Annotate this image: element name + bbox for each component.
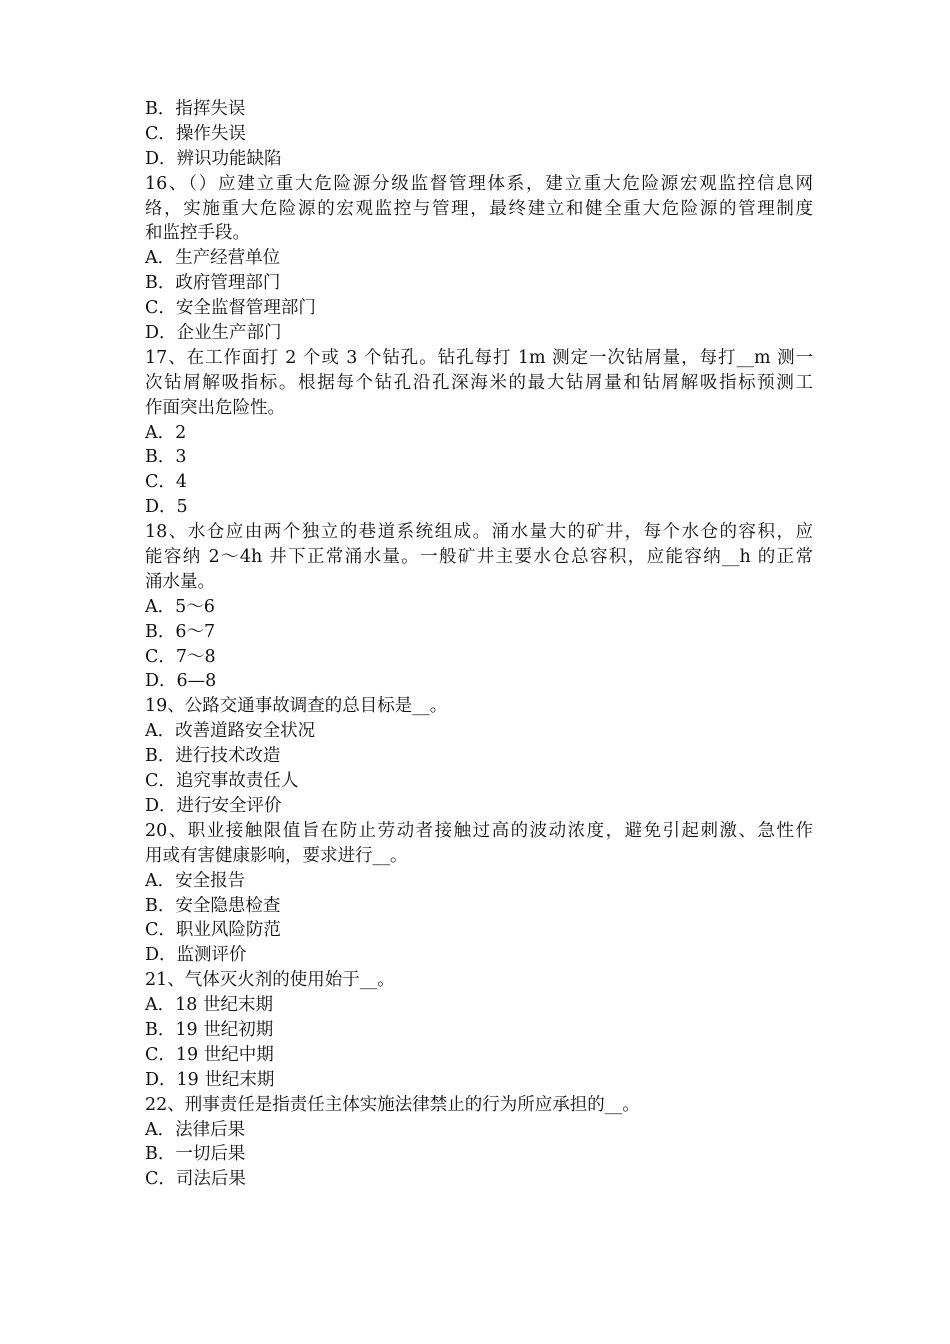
option-text: A．生产经营单位 <box>145 248 281 269</box>
answer-option <box>145 943 813 968</box>
question-text-line: 和监控手段。 <box>145 223 250 244</box>
option-text: B．安全隐患检查 <box>145 895 281 916</box>
option-text: C．追究事故责任人 <box>145 771 299 792</box>
answer-option <box>145 1167 813 1192</box>
answer-option <box>145 869 813 894</box>
answer-option <box>145 271 813 296</box>
question-stem <box>145 694 813 719</box>
option-text: D．进行安全评价 <box>145 795 282 816</box>
question-text-line: 18、水仓应由两个独立的巷道系统组成。涌水量大的矿井，每个水仓的容积，应 <box>145 522 813 543</box>
question-text-line: 涌水量。 <box>145 571 215 592</box>
answer-option <box>145 147 813 172</box>
answer-option <box>145 445 813 470</box>
answer-option <box>145 495 813 520</box>
question-text-line: 次钻屑解吸指标。根据每个钻孔沿孔深海米的最大钻屑量和钻屑解吸指标预测工 <box>145 372 813 393</box>
option-text: B．政府管理部门 <box>145 273 281 294</box>
answer-option <box>145 595 813 620</box>
answer-option <box>145 1068 813 1093</box>
answer-option <box>145 321 813 346</box>
option-text: C．19 世纪中期 <box>145 1044 274 1065</box>
option-text: D．企业生产部门 <box>145 323 282 344</box>
option-text: B．6～7 <box>145 621 216 642</box>
answer-option <box>145 296 813 321</box>
option-text: B．一切后果 <box>145 1144 246 1165</box>
question-text-line: 22、刑事责任是指责任主体实施法律禁止的行为所应承担的__。 <box>145 1094 640 1115</box>
answer-option <box>145 1142 813 1167</box>
answer-option <box>145 769 813 794</box>
option-text: C．司法后果 <box>145 1169 246 1190</box>
option-text: A．安全报告 <box>145 870 246 891</box>
option-text: A．改善道路安全状况 <box>145 721 316 742</box>
option-text: D．辨识功能缺陷 <box>145 148 282 169</box>
answer-option <box>145 470 813 495</box>
option-text: B．3 <box>145 447 187 468</box>
question-stem <box>145 172 813 247</box>
question-stem <box>145 968 813 993</box>
question-stem <box>145 346 813 421</box>
question-text-line: 21、气体灭火剂的使用始于__。 <box>145 970 395 991</box>
option-text: D．19 世纪末期 <box>145 1069 275 1090</box>
question-text-line: 作面突出危险性。 <box>145 397 285 418</box>
question-stem <box>145 520 813 595</box>
option-text: D．5 <box>145 497 188 518</box>
answer-option <box>145 1118 813 1143</box>
option-text: C．4 <box>145 472 188 493</box>
answer-option <box>145 894 813 919</box>
answer-option <box>145 122 813 147</box>
answer-option <box>145 794 813 819</box>
answer-option <box>145 1018 813 1043</box>
option-text: B．进行技术改造 <box>145 746 281 767</box>
option-text: A．18 世纪末期 <box>145 995 273 1016</box>
answer-option <box>145 421 813 446</box>
option-text: C．操作失误 <box>145 123 246 144</box>
answer-option <box>145 918 813 943</box>
question-text-line: 用或有害健康影响，要求进行__。 <box>145 845 408 866</box>
option-text: D．监测评价 <box>145 945 247 966</box>
question-stem <box>145 819 813 869</box>
question-text-line: 17、在工作面打 2 个或 3 个钻孔。钻孔每打 1m 测定一次钻屑量，每打__m 测一 <box>145 347 813 368</box>
option-text: A．法律后果 <box>145 1119 246 1140</box>
answer-option <box>145 669 813 694</box>
question-text-line: 能容纳 2～4h 井下正常涌水量。一般矿井主要水仓总容积，应能容纳__h 的正常 <box>145 547 813 568</box>
answer-option <box>145 744 813 769</box>
answer-option <box>145 1043 813 1068</box>
answer-option <box>145 620 813 645</box>
answer-option <box>145 993 813 1018</box>
option-text: C．安全监督管理部门 <box>145 298 316 319</box>
question-text-line: 19、公路交通事故调查的总目标是__。 <box>145 696 448 717</box>
question-stem <box>145 1093 813 1118</box>
option-text: A．5～6 <box>145 596 215 617</box>
option-text: B．19 世纪初期 <box>145 1019 274 1040</box>
question-list <box>145 97 813 1192</box>
option-text: C．7～8 <box>145 646 216 667</box>
answer-option <box>145 645 813 670</box>
option-text: B．指挥失误 <box>145 99 246 119</box>
question-text-line: 16、（）应建立重大危险源分级监督管理体系，建立重大危险源宏观监控信息网 <box>145 173 813 194</box>
answer-option <box>145 719 813 744</box>
option-text: A．2 <box>145 422 187 443</box>
question-text-line: 络，实施重大危险源的宏观监控与管理，最终建立和健全重大危险源的管理制度 <box>145 198 813 219</box>
option-text: C．职业风险防范 <box>145 920 281 941</box>
question-text-line: 20、职业接触限值旨在防止劳动者接触过高的波动浓度，避免引起刺激、急性作 <box>145 820 813 841</box>
answer-option <box>145 97 813 122</box>
option-text: D．6—8 <box>145 671 217 692</box>
answer-option <box>145 246 813 271</box>
